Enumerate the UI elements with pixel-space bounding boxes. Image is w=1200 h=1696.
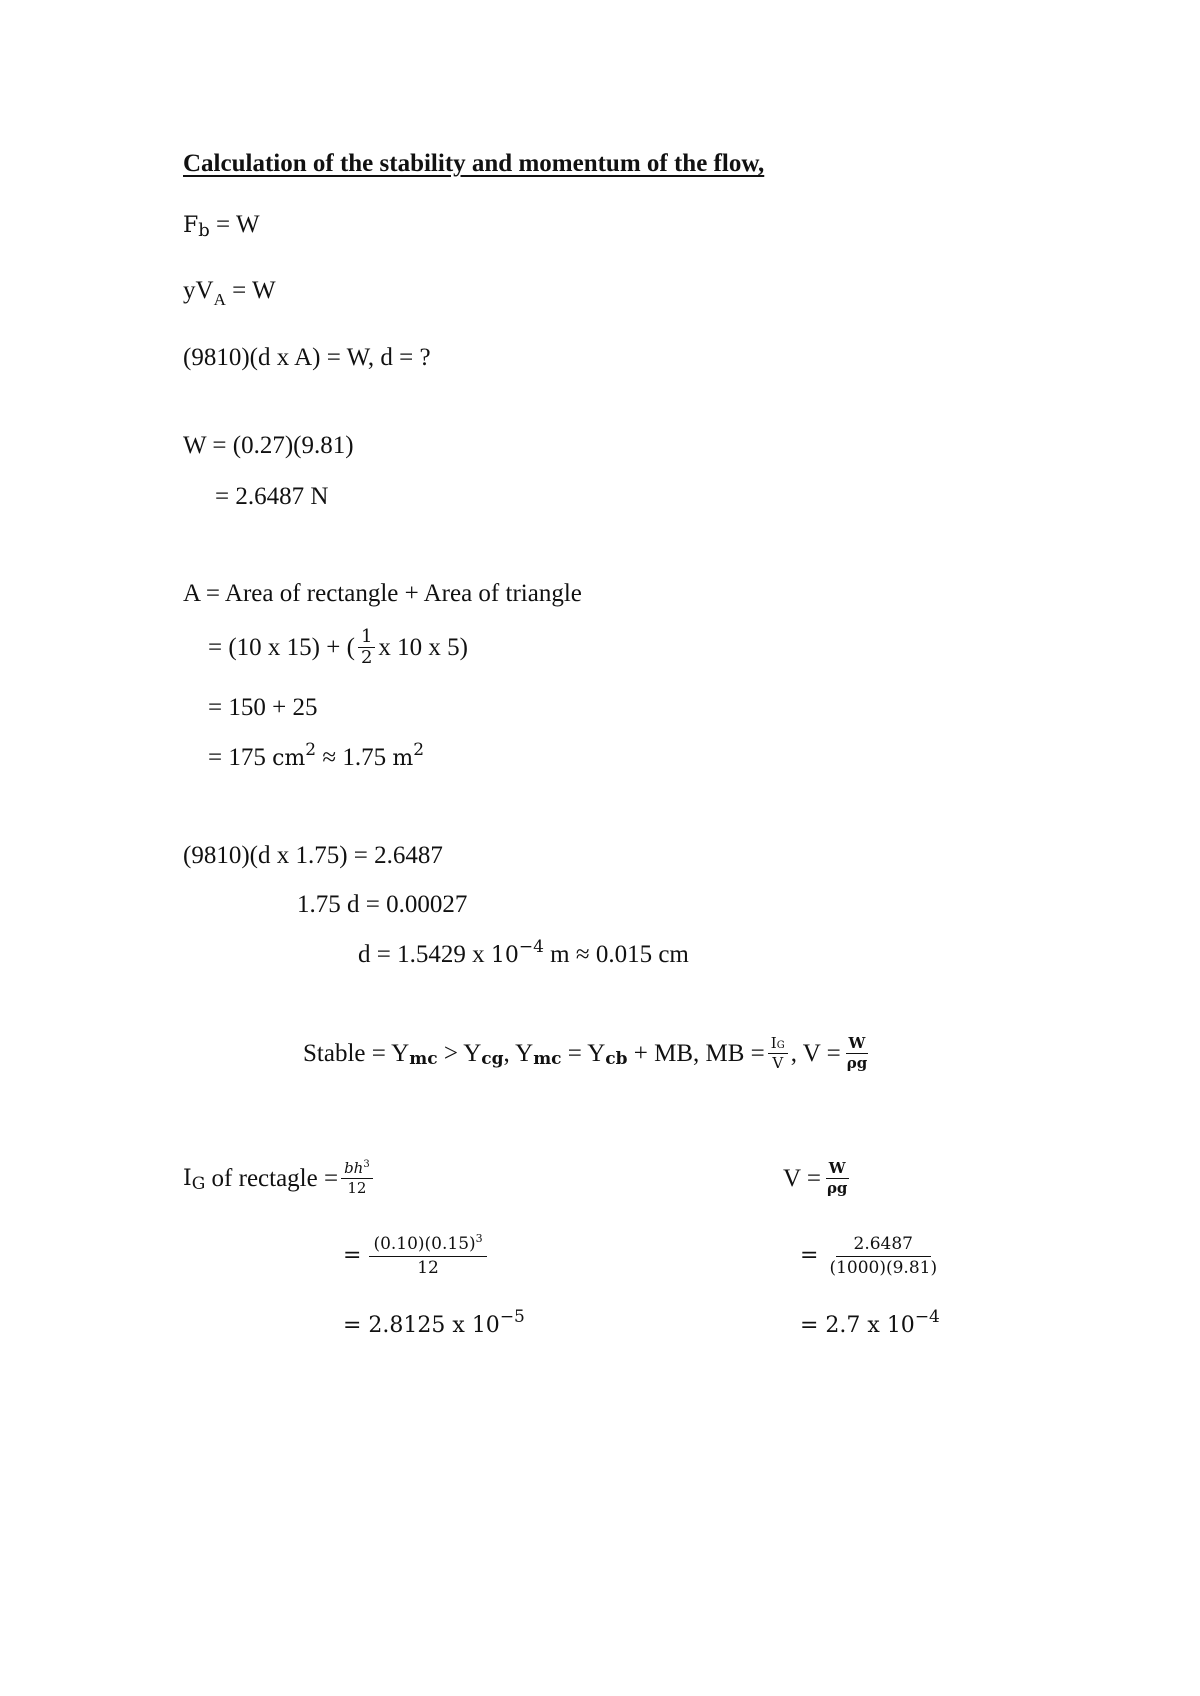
volume-substitution: = $\frac{2.6487}{(1000)(9.81)}$ (800, 1234, 943, 1279)
volume-result: = 2.7 x $10^{-4}$ (800, 1307, 940, 1338)
area-line-3: = 175 $cm^2 \approx 1.75$ $m^2$ (208, 740, 425, 771)
bh3-over-12-fraction: $\frac{bh^3}{12}$ (341, 1160, 373, 1198)
page-title: Calculation of the stability and momentum of the flow, (183, 150, 765, 177)
volume-formula: V = $\frac{W}{\rho g}$ (783, 1160, 853, 1198)
weight-line-2: = 2.6487 N (215, 483, 329, 510)
weight-volume-equation: $yV_A = W$ (183, 277, 276, 309)
one-half-fraction: $\frac{1}{2}$ (358, 628, 375, 667)
weight-line-1: W = (0.27)(9.81) (183, 432, 354, 459)
stability-condition: Stable = Y mc > Y cg , Y mc = Y cb + MB, MB = $\frac{IG}{V}$ , V = $\frac{W}{\rho g}$ (303, 1035, 873, 1073)
depth-calc-line-2: 1.75 d = 0.00027 (297, 891, 468, 918)
area-line-2: = 150 + 25 (208, 694, 318, 721)
volume-fraction: $\frac{W}{\rho g}$ (826, 1159, 848, 1198)
moment-of-inertia-formula: I G of rectagle = $\frac{bh^3}{12}$ (183, 1160, 376, 1198)
depth-calc-line-3: d = 1.5429 x $10^{-4}$ m ≈ 0.015 cm (358, 937, 689, 968)
volume-substitution-fraction: $\frac{2.6487}{(1000)(9.81)}$ (829, 1234, 938, 1279)
depth-calc-line-1: (9810)(d x 1.75) = 2.6487 (183, 842, 443, 869)
ig-over-v-fraction: $\frac{IG}{V}$ (768, 1035, 788, 1073)
area-definition: A = Area of rectangle + Area of triangle (183, 580, 582, 607)
depth-equation: (9810)(d x A) = W, d = ? (183, 344, 431, 371)
moment-of-inertia-substitution: = $\frac{(0.10)(0.15)^3}{12}$ (343, 1234, 490, 1279)
substitution-fraction: $\frac{(0.10)(0.15)^3}{12}$ (369, 1234, 486, 1279)
area-line-1: = (10 x 15) + ( $\frac{1}{2}$ x 10 x 5) (208, 626, 468, 668)
buoyancy-equation: Fb = W (183, 211, 260, 241)
w-over-rho-g-fraction: $\frac{W}{\rho g}$ (846, 1034, 868, 1073)
moment-of-inertia-result: = 2.8125 x $10^{-5}$ (343, 1307, 525, 1338)
